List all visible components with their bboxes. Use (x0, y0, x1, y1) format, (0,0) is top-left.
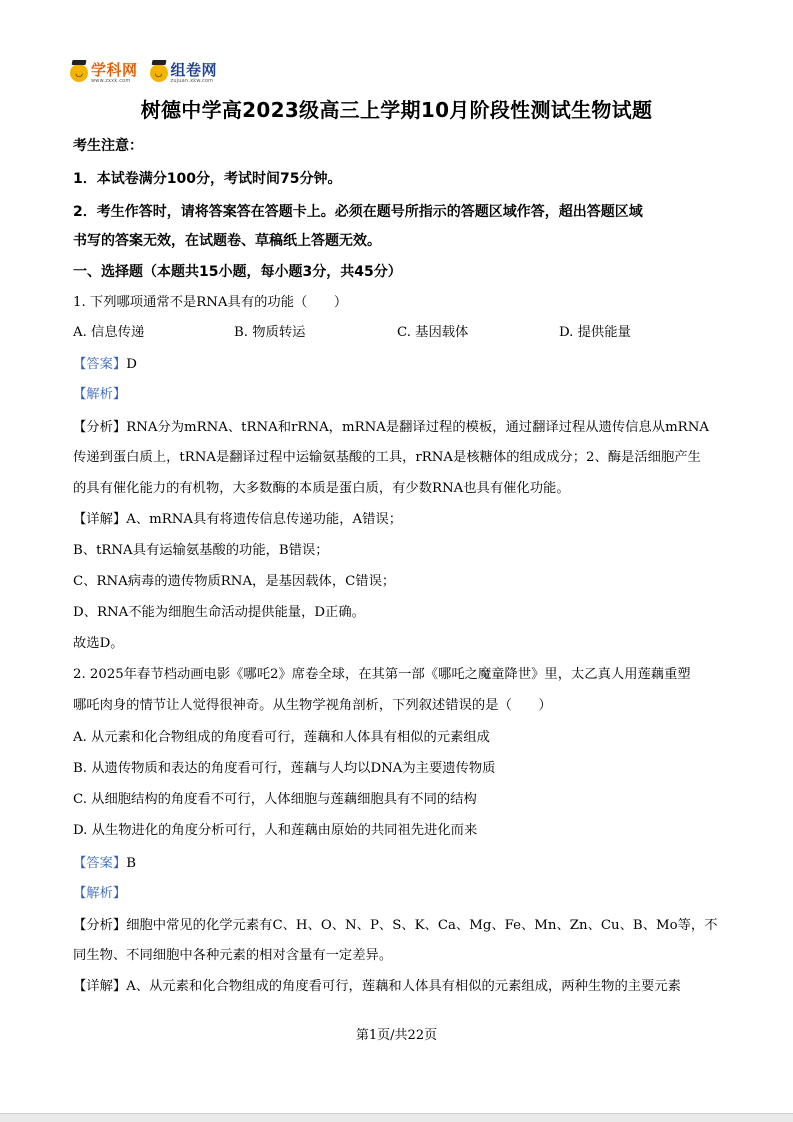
logo-2-url: zujuan.xkw.com (170, 77, 214, 84)
logo-1-url: www.zxxk.com (91, 77, 131, 84)
fenxi-label: 【分析】 (73, 918, 127, 933)
notice-item-1: 1．本试卷满分100分，考试时间75分钟。 (73, 171, 342, 187)
graduation-cap-icon: ◡ (150, 64, 168, 82)
q2-option-d: D. 从生物进化的角度分析可行，人和莲藕由原始的共同祖先进化而来 (73, 823, 478, 838)
logo-2-name: 组卷网 (170, 60, 218, 79)
graduation-cap-icon: ◡ (70, 64, 88, 82)
section-heading: 一、选择题（本题共15小题，每小题3分，共45分） (73, 264, 402, 280)
q1-option-a: A. 信息传递 (73, 325, 145, 340)
logo-zujuanwang[interactable] (150, 60, 218, 84)
detail-text: A、从元素和化合物组成的角度看可行，莲藕和人体具有相似的元素组成，两种生物的主要元素 (126, 979, 681, 994)
q2-stem-line-2: 哪吒肉身的情节让人觉得很神奇。从生物学视角剖析，下列叙述错误的是（ ） (73, 698, 552, 713)
answer-value: D (126, 357, 137, 372)
notice-item-2-line-2: 书写的答案无效，在试题卷、草稿纸上答题无效。 (73, 233, 381, 249)
q1-detail-d: D、RNA不能为细胞生命活动提供能量，D正确。 (73, 605, 365, 620)
q1-conclusion: 故选D。 (73, 636, 124, 651)
q1-detail-b: B、tRNA具有运输氨基酸的功能，B错误； (73, 543, 329, 558)
q1-option-d: D. 提供能量 (559, 325, 631, 340)
answer-value: B (126, 856, 136, 871)
logo-1-name: 学科网 (91, 60, 138, 79)
viewer-bottom-bar (0, 1113, 793, 1122)
header-logos (70, 59, 217, 87)
q1-fenxi-line-1 (73, 418, 709, 438)
q2-analysis-label: 【解析】 (73, 886, 127, 901)
q1-stem: 1. 下列哪项通常不是RNA具有的功能（ ） (73, 295, 348, 310)
fenxi-text: RNA分为mRNA、tRNA和rRNA，mRNA是翻译过程的模板，通过翻译过程从遗传信息从mRNA (126, 420, 709, 435)
fenxi-label: 【分析】 (73, 420, 127, 435)
fenxi-text: 细胞中常见的化学元素有C、H、O、N、P、S、K、Ca、Mg、Fe、Mn、Zn、Cu、B、Mo等，不 (126, 918, 718, 933)
q2-fenxi-line-2: 同生物、不同细胞中各种元素的相对含量有一定差异。 (73, 948, 393, 963)
q1-detail-a (73, 510, 402, 530)
q2-option-c: C. 从细胞结构的角度看不可行，人体细胞与莲藕细胞具有不同的结构 (73, 792, 477, 807)
answer-label: 【答案】 (73, 856, 127, 871)
q2-answer (73, 854, 136, 874)
notice-item-2-line-1: 2．考生作答时，请将答案答在答题卡上。必须在题号所指示的答题区域作答，超出答题区域 (73, 204, 643, 220)
q1-option-b: B. 物质转运 (234, 325, 306, 340)
q2-option-b: B. 从遗传物质和表达的角度看可行，莲藕与人均以DNA为主要遗传物质 (73, 761, 496, 776)
q2-option-a: A. 从元素和化合物组成的角度看可行，莲藕和人体具有相似的元素组成 (73, 730, 490, 745)
q2-fenxi-line-1 (73, 916, 718, 936)
answer-label: 【答案】 (73, 357, 127, 372)
detail-label: 【详解】 (73, 512, 127, 527)
page-title: 树德中学高2023级高三上学期10月阶段性测试生物试题 (140, 98, 653, 122)
detail-label: 【详解】 (73, 979, 127, 994)
q1-answer (73, 355, 137, 375)
q1-analysis-label: 【解析】 (73, 387, 127, 402)
q1-fenxi-line-3: 的具有催化能力的有机物，大多数酶的本质是蛋白质，有少数RNA也具有催化功能。 (73, 481, 570, 496)
q2-stem-line-1: 2. 2025年春节档动画电影《哪吒2》席卷全球，在其第一部《哪吒之魔童降世》里，太乙真人用莲藕重塑 (73, 667, 691, 682)
q1-fenxi-line-2: 传递到蛋白质上，tRNA是翻译过程中运输氨基酸的工具，rRNA是核糖体的组成成分；2、酶是活细胞产生 (73, 450, 701, 465)
logo-xuekewang[interactable] (70, 60, 138, 84)
q1-detail-c: C、RNA病毒的遗传物质RNA，是基因载体，C错误； (73, 574, 396, 589)
page-footer: 第1页/共22页 (355, 1028, 438, 1043)
q1-option-c: C. 基因载体 (397, 325, 469, 340)
detail-text: A、mRNA具有将遗传信息传递功能，A错误； (126, 512, 402, 527)
notice-heading: 考生注意： (73, 138, 143, 154)
q2-detail-line-1 (73, 977, 681, 997)
